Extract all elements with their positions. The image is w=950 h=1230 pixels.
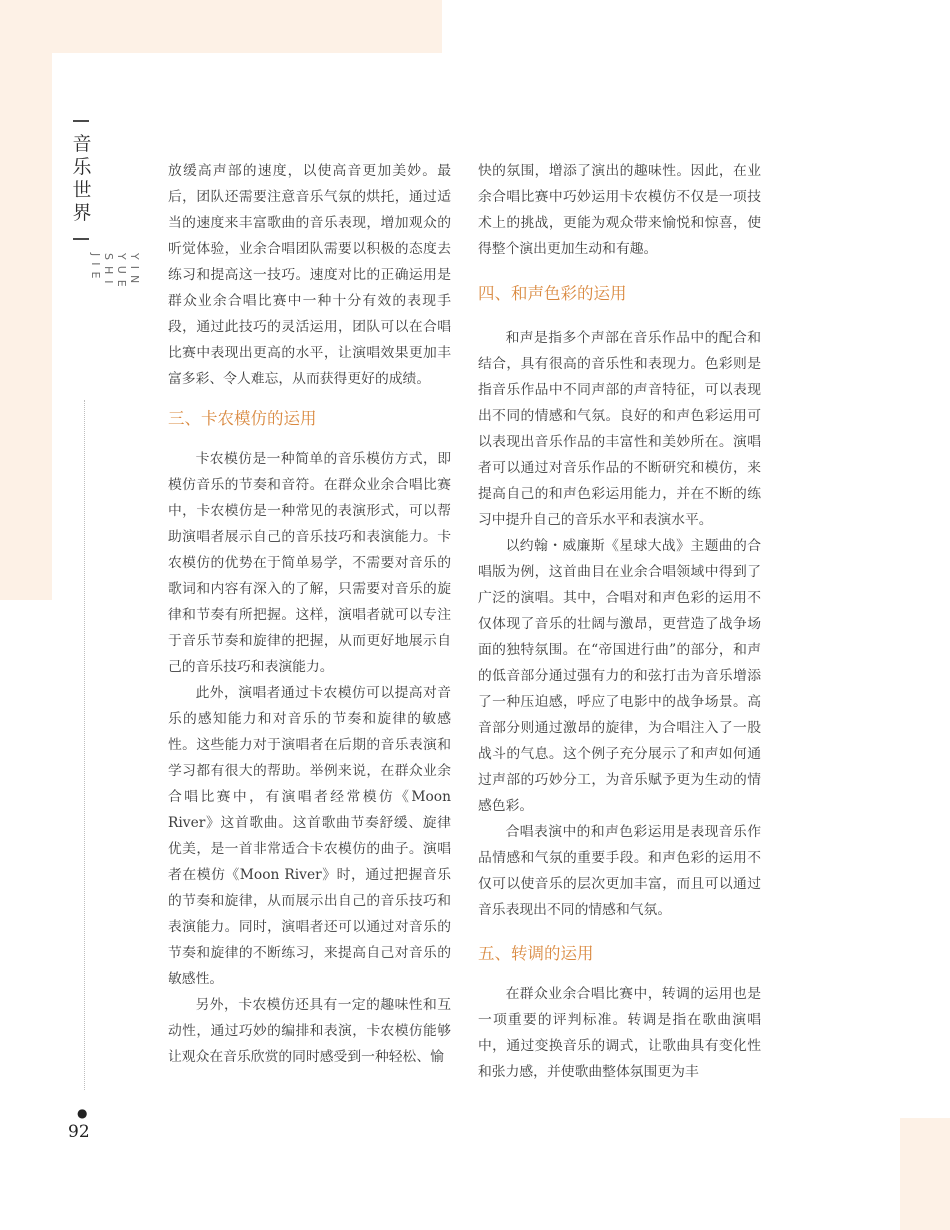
- margin-dotted-line: [84, 400, 85, 1090]
- paragraph: 另外，卡农模仿还具有一定的趣味性和互动性，通过巧妙的编排和表演，卡农模仿能够让观众在音乐欣赏的同时感受到一种轻松、愉: [168, 997, 451, 1065]
- magazine-pinyin: YIN YUE SHI JIE: [89, 253, 141, 293]
- paragraph: 以约翰・威廉斯《星球大战》主题曲的合唱版为例，这首曲目在业余合唱领域中得到了广泛的演唱。其中，合唱对和声色彩的运用不仅体现了音乐的壮阔与激昂，更营造了战争场面的独特氛围。在“帝国进行曲”的部分，和声的低音部分通过强有力的和弦打击为音乐增添了一种压迫感，呼应了电影中的战争场景。高音部分则通过激昂的旋律，为合唱注入了一股战斗的气息。这个例子充分展示了和声如何通过声部的巧妙分工，为音乐赋予更为生动的情感色彩。: [478, 538, 761, 814]
- paragraph: 合唱表演中的和声色彩运用是表现音乐作品情感和气氛的重要手段。和声色彩的运用不仅可以使音乐的层次更加丰富，而且可以通过音乐表现出不同的情感和气氛。: [478, 824, 761, 918]
- decorative-bottom-right-band: [900, 1118, 950, 1230]
- page-bullet-icon: ●: [77, 1106, 88, 1120]
- left-column: [168, 158, 451, 1070]
- paragraph: 在群众业余合唱比赛中，转调的运用也是一项重要的评判标准。转调是指在歌曲演唱中，通过变换音乐的调式，让歌曲具有变化性和张力感，并使歌曲整体氛围更为丰: [478, 986, 761, 1080]
- paragraph: 此外，演唱者通过卡农模仿可以提高对音乐的感知能力和对音乐的节奏和旋律的敏感性。这些能力对于演唱者在后期的音乐表演和学习都有很大的帮助。举例来说，在群众业余合唱比赛中，有演唱者经常模仿《Moon River》这首歌曲。这首歌曲节奏舒缓、旋律优美，是一首非常适合卡农模仿的曲子。演唱者在模仿《Moon River》时，通过把握音乐的节奏和旋律，从而展示出自己的音乐技巧和表演能力。同时，演唱者还可以通过对音乐的节奏和旋律的不断练习，来提高自己对音乐的敏感性。: [168, 685, 451, 987]
- page-number: 92: [68, 1122, 90, 1142]
- paragraph: 卡农模仿是一种简单的音乐模仿方式，即模仿音乐的节奏和音符。在群众业余合唱比赛中，卡农模仿是一种常见的表演形式，可以帮助演唱者展示自己的音乐技巧和表演能力。卡农模仿的优势在于简单易学，不需要对音乐的歌词和内容有深入的了解，只需要对音乐的旋律和节奏有所把握。这样，演唱者就可以专注于音乐节奏和旋律的把握，从而更好地展示自己的音乐技巧和表演能力。: [168, 451, 451, 675]
- section-heading-5: 五、转调的运用: [478, 944, 594, 963]
- paragraph: 和声是指多个声部在音乐作品中的配合和结合，具有很高的音乐性和表现力。色彩则是指音乐作品中不同声部的声音特征，可以表现出不同的情感和气氛。良好的和声色彩运用可以表现出音乐作品的丰富性和美妙所在。演唱者可以通过对音乐作品的不断研究和模仿，来提高自己的和声色彩运用能力，并在不断的练习中提升自己的音乐水平和表演水平。: [478, 330, 761, 528]
- right-column: [478, 158, 761, 1085]
- section-heading-3: 三、卡农模仿的运用: [168, 409, 317, 428]
- title-bottom-rule: [73, 238, 89, 240]
- section-heading-4: 四、和声色彩的运用: [478, 284, 627, 303]
- paragraph: 快的氛围，增添了演出的趣味性。因此，在业余合唱比赛中巧妙运用卡农模仿不仅是一项技术上的挑战，更能为观众带来愉悦和惊喜，使得整个演出更加生动和有趣。: [478, 163, 761, 257]
- magazine-title: 音乐世界: [72, 133, 92, 224]
- title-top-rule: [73, 120, 89, 122]
- decorative-top-band: [0, 0, 442, 53]
- paragraph: 放缓高声部的速度，以使高音更加美妙。最后，团队还需要注意音乐气氛的烘托，通过适当的速度来丰富歌曲的音乐表现，增加观众的听觉体验，业余合唱团队需要以积极的态度去练习和提高这一技巧。速度对比的正确运用是群众业余合唱比赛中一种十分有效的表现手段，通过此技巧的灵活运用，团队可以在合唱比赛中表现出更高的水平，让演唱效果更加丰富多彩、令人难忘，从而获得更好的成绩。: [168, 163, 451, 387]
- decorative-left-band: [0, 0, 52, 600]
